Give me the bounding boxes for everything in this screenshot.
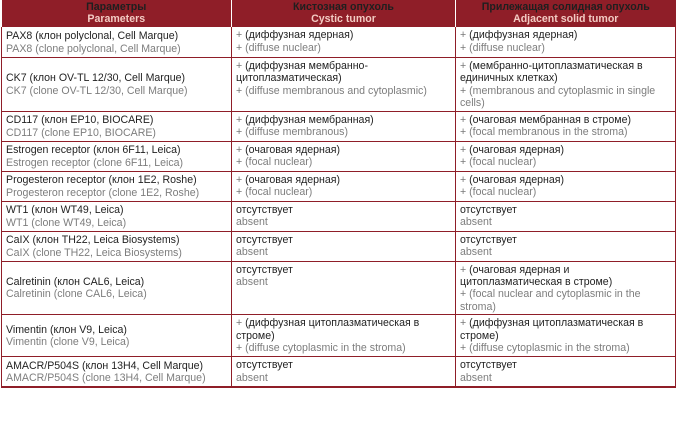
plus-sign: +: [460, 143, 467, 156]
solid-cell: [456, 171, 676, 201]
cystic-cell-en-text: absent: [236, 371, 268, 384]
cystic-cell-ru: [236, 144, 451, 156]
solid-cell-en-text: (membranous and cytoplasmic in single cells): [460, 84, 656, 110]
solid-cell-ru: [460, 144, 671, 156]
cystic-cell-ru-text: отсутствует: [236, 203, 293, 216]
solid-cell-en-text: (diffuse nuclear): [469, 41, 545, 54]
header-cystic-ru: Кистозная опухоль: [293, 1, 394, 13]
parameter-en: WT1 (clone WT49, Leica): [6, 216, 127, 229]
table-row: [2, 315, 676, 357]
header-solid-ru: Прилежащая солидная опухоль: [481, 1, 650, 13]
plus-sign: +: [460, 155, 467, 168]
parameter-en: CK7 (clone OV-TL 12/30, Cell Marque): [6, 84, 188, 97]
table-row: [2, 111, 676, 141]
plus-sign: +: [236, 84, 243, 97]
parameter-en: Progesteron receptor (clone 1E2, Roshe): [6, 186, 200, 199]
solid-cell-ru-text: (диффузная ядерная): [469, 29, 578, 42]
parameter-ru: CD117 (клон EP10, BIOCARE): [6, 114, 154, 127]
cystic-cell-ru-text: отсутствует: [236, 233, 293, 246]
solid-cell-ru-text: (очаговая мембранная в строме): [469, 113, 632, 126]
table-row: [2, 57, 676, 111]
cystic-cell-en: [236, 342, 451, 354]
solid-cell-en: [460, 85, 671, 110]
solid-cell-en: [460, 42, 671, 54]
cystic-cell-en-text: absent: [236, 215, 268, 228]
solid-cell-ru-text: (очаговая ядерная и цитоплазматическая в строме): [460, 263, 613, 288]
header-adjacent-solid-tumor: [456, 0, 676, 27]
solid-cell-en: [460, 246, 671, 258]
header-parameters-ru: Параметры: [86, 1, 147, 13]
plus-sign: +: [460, 41, 467, 54]
parameter-ru: WT1 (клон WT49, Leica): [6, 204, 124, 217]
cystic-cell: [232, 261, 456, 315]
solid-cell-en: [460, 342, 671, 354]
plus-sign: +: [236, 125, 243, 138]
cystic-cell: [232, 111, 456, 141]
solid-cell-en-text: (focal nuclear): [469, 155, 537, 168]
header-row: [2, 0, 676, 27]
solid-cell-ru-text: отсутствует: [460, 233, 517, 246]
plus-sign: +: [460, 263, 467, 276]
solid-cell: [456, 261, 676, 315]
parameter-cell: [2, 201, 232, 231]
parameter-ru: CaIX (клон TH22, Leica Biosystems): [6, 234, 180, 247]
header-cystic-tumor: [232, 0, 456, 27]
cystic-cell: [232, 27, 456, 57]
cystic-cell-en-text: absent: [236, 275, 268, 288]
cystic-cell-en-text: (diffuse membranous and cytoplasmic): [245, 84, 427, 97]
cystic-cell-ru-text: отсутствует: [236, 263, 293, 276]
plus-sign: +: [460, 185, 467, 198]
solid-cell-en: [460, 216, 671, 228]
parameter-ru: PAX8 (клон polyclonal, Cell Marque): [6, 30, 179, 43]
cystic-cell: [232, 231, 456, 261]
solid-cell: [456, 315, 676, 357]
header-parameters: [2, 0, 232, 27]
solid-cell-ru: [460, 114, 671, 126]
header-cystic-en: Cystic tumor: [311, 13, 376, 26]
parameter-ru: Progesteron receptor (клон 1E2, Roshe): [6, 174, 197, 187]
cystic-cell: [232, 315, 456, 357]
plus-sign: +: [236, 113, 243, 126]
solid-cell: [456, 57, 676, 111]
cystic-cell-ru-text: (диффузная мембранно-цитоплазматическая): [236, 59, 368, 85]
solid-cell-ru: [460, 234, 671, 246]
solid-cell: [456, 357, 676, 387]
parameter-ru: Estrogen receptor (клон 6F11, Leica): [6, 144, 181, 157]
cystic-cell-ru: [236, 204, 451, 216]
plus-sign: +: [236, 143, 243, 156]
cystic-cell-ru: [236, 60, 451, 85]
parameter-en: PAX8 (clone polyclonal, Cell Marque): [6, 42, 181, 55]
cystic-cell-ru: [236, 264, 451, 276]
table-row: [2, 27, 676, 57]
cystic-cell-en-text: (diffuse membranous): [245, 125, 348, 138]
cystic-cell-ru-text: (диффузная мембранная): [245, 113, 374, 126]
solid-cell-en-text: (focal membranous in the stroma): [469, 125, 628, 138]
solid-cell-ru-text: (очаговая ядерная): [469, 143, 565, 156]
table-row: [2, 201, 676, 231]
plus-sign: +: [460, 341, 467, 354]
parameter-cell: [2, 315, 232, 357]
plus-sign: +: [236, 317, 243, 330]
cystic-cell-ru: [236, 359, 451, 371]
solid-cell-ru: [460, 204, 671, 216]
table-body: [2, 27, 676, 386]
cystic-cell-ru-text: отсутствует: [236, 359, 293, 372]
plus-sign: +: [236, 185, 243, 198]
solid-cell-ru-text: (очаговая ядерная): [469, 173, 565, 186]
plus-sign: +: [236, 173, 243, 186]
cystic-cell-ru: [236, 234, 451, 246]
solid-cell-ru: [460, 359, 671, 371]
parameter-en: CaIX (clone TH22, Leica Biosystems): [6, 246, 182, 259]
cystic-cell-ru: [236, 174, 451, 186]
cystic-cell-ru-text: (очаговая ядерная): [245, 143, 341, 156]
cystic-cell-en: [236, 126, 451, 138]
ihc-results-table: [1, 0, 676, 388]
solid-cell: [456, 141, 676, 171]
solid-cell-en: [460, 156, 671, 168]
solid-cell-ru-text: (диффузная цитоплазматическая в строме): [460, 317, 644, 342]
plus-sign: +: [460, 125, 467, 138]
plus-sign: +: [236, 155, 243, 168]
cystic-cell-en-text: (diffuse nuclear): [245, 41, 321, 54]
plus-sign: +: [460, 113, 467, 126]
parameter-cell: [2, 261, 232, 315]
table-header: [2, 0, 676, 27]
solid-cell: [456, 231, 676, 261]
cystic-cell-en: [236, 216, 451, 228]
solid-cell-en-text: absent: [460, 371, 492, 384]
solid-cell-en: [460, 288, 671, 313]
cystic-cell-en-text: (focal nuclear): [245, 155, 313, 168]
parameter-ru: CK7 (клон OV-TL 12/30, Cell Marque): [6, 72, 186, 85]
plus-sign: +: [460, 173, 467, 186]
solid-cell-en: [460, 186, 671, 198]
parameter-en: CD117 (clone EP10, BIOCARE): [6, 126, 156, 139]
cystic-cell: [232, 171, 456, 201]
table-row: [2, 171, 676, 201]
parameter-cell: [2, 111, 232, 141]
solid-cell-en-text: (focal nuclear): [469, 185, 537, 198]
solid-cell-en: [460, 126, 671, 138]
solid-cell: [456, 111, 676, 141]
parameter-ru: AMACR/P504S (клон 13H4, Cell Marque): [6, 359, 204, 372]
cystic-cell-en-text: (focal nuclear): [245, 185, 313, 198]
cystic-cell-en: [236, 85, 451, 97]
solid-cell-en-text: absent: [460, 245, 492, 258]
solid-cell-ru: [460, 60, 671, 85]
plus-sign: +: [460, 317, 467, 330]
solid-cell-en-text: absent: [460, 215, 492, 228]
solid-cell-ru: [460, 317, 671, 342]
solid-cell: [456, 201, 676, 231]
plus-sign: +: [460, 29, 467, 42]
cystic-cell-en: [236, 156, 451, 168]
plus-sign: +: [236, 59, 243, 72]
parameter-cell: [2, 231, 232, 261]
solid-cell-en-text: (focal nuclear and cytoplasmic in the stroma): [460, 288, 641, 313]
plus-sign: +: [236, 41, 243, 54]
header-solid-en: Adjacent solid tumor: [513, 13, 619, 26]
parameter-ru: Vimentin (клон V9, Leica): [6, 323, 127, 336]
plus-sign: +: [460, 288, 467, 301]
parameter-cell: [2, 141, 232, 171]
table-row: [2, 261, 676, 315]
cystic-cell-en: [236, 372, 451, 384]
plus-sign: +: [460, 59, 467, 72]
parameter-cell: [2, 27, 232, 57]
cystic-cell-en: [236, 42, 451, 54]
solid-cell-ru: [460, 174, 671, 186]
cystic-cell-ru-text: (диффузная цитоплазматическая в строме): [236, 317, 420, 342]
parameter-cell: [2, 171, 232, 201]
parameter-en: Vimentin (clone V9, Leica): [6, 336, 130, 349]
cystic-cell: [232, 357, 456, 387]
cystic-cell-ru: [236, 29, 451, 41]
table-row: [2, 141, 676, 171]
cystic-cell-en: [236, 276, 451, 288]
plus-sign: +: [236, 29, 243, 42]
solid-cell-en: [460, 372, 671, 384]
solid-cell-en-text: (diffuse cytoplasmic in the stroma): [469, 341, 630, 354]
parameter-cell: [2, 57, 232, 111]
table-row: [2, 231, 676, 261]
cystic-cell: [232, 57, 456, 111]
parameter-en: Calretinin (clone CAL6, Leica): [6, 288, 147, 301]
solid-cell-ru-text: (мембранно-цитоплазматическая в единичных клетках): [460, 59, 643, 85]
solid-cell-ru: [460, 29, 671, 41]
parameter-ru: Calretinin (клон CAL6, Leica): [6, 275, 145, 288]
solid-cell-ru: [460, 264, 671, 289]
table-row: [2, 357, 676, 387]
parameter-en: Estrogen receptor (clone 6F11, Leica): [6, 156, 184, 169]
parameter-cell: [2, 357, 232, 387]
solid-cell-ru-text: отсутствует: [460, 359, 517, 372]
cystic-cell-ru-text: (очаговая ядерная): [245, 173, 341, 186]
cystic-cell-en-text: (diffuse cytoplasmic in the stroma): [245, 341, 406, 354]
cystic-cell-en-text: absent: [236, 245, 268, 258]
cystic-cell-ru: [236, 317, 451, 342]
plus-sign: +: [236, 341, 243, 354]
cystic-cell-ru: [236, 114, 451, 126]
parameter-en: AMACR/P504S (clone 13H4, Cell Marque): [6, 371, 206, 384]
solid-cell-ru-text: отсутствует: [460, 203, 517, 216]
cystic-cell: [232, 201, 456, 231]
cystic-cell: [232, 141, 456, 171]
header-parameters-en: Parameters: [87, 13, 146, 26]
cystic-cell-en: [236, 246, 451, 258]
plus-sign: +: [460, 84, 467, 97]
solid-cell: [456, 27, 676, 57]
cystic-cell-ru-text: (диффузная ядерная): [245, 29, 354, 42]
cystic-cell-en: [236, 186, 451, 198]
